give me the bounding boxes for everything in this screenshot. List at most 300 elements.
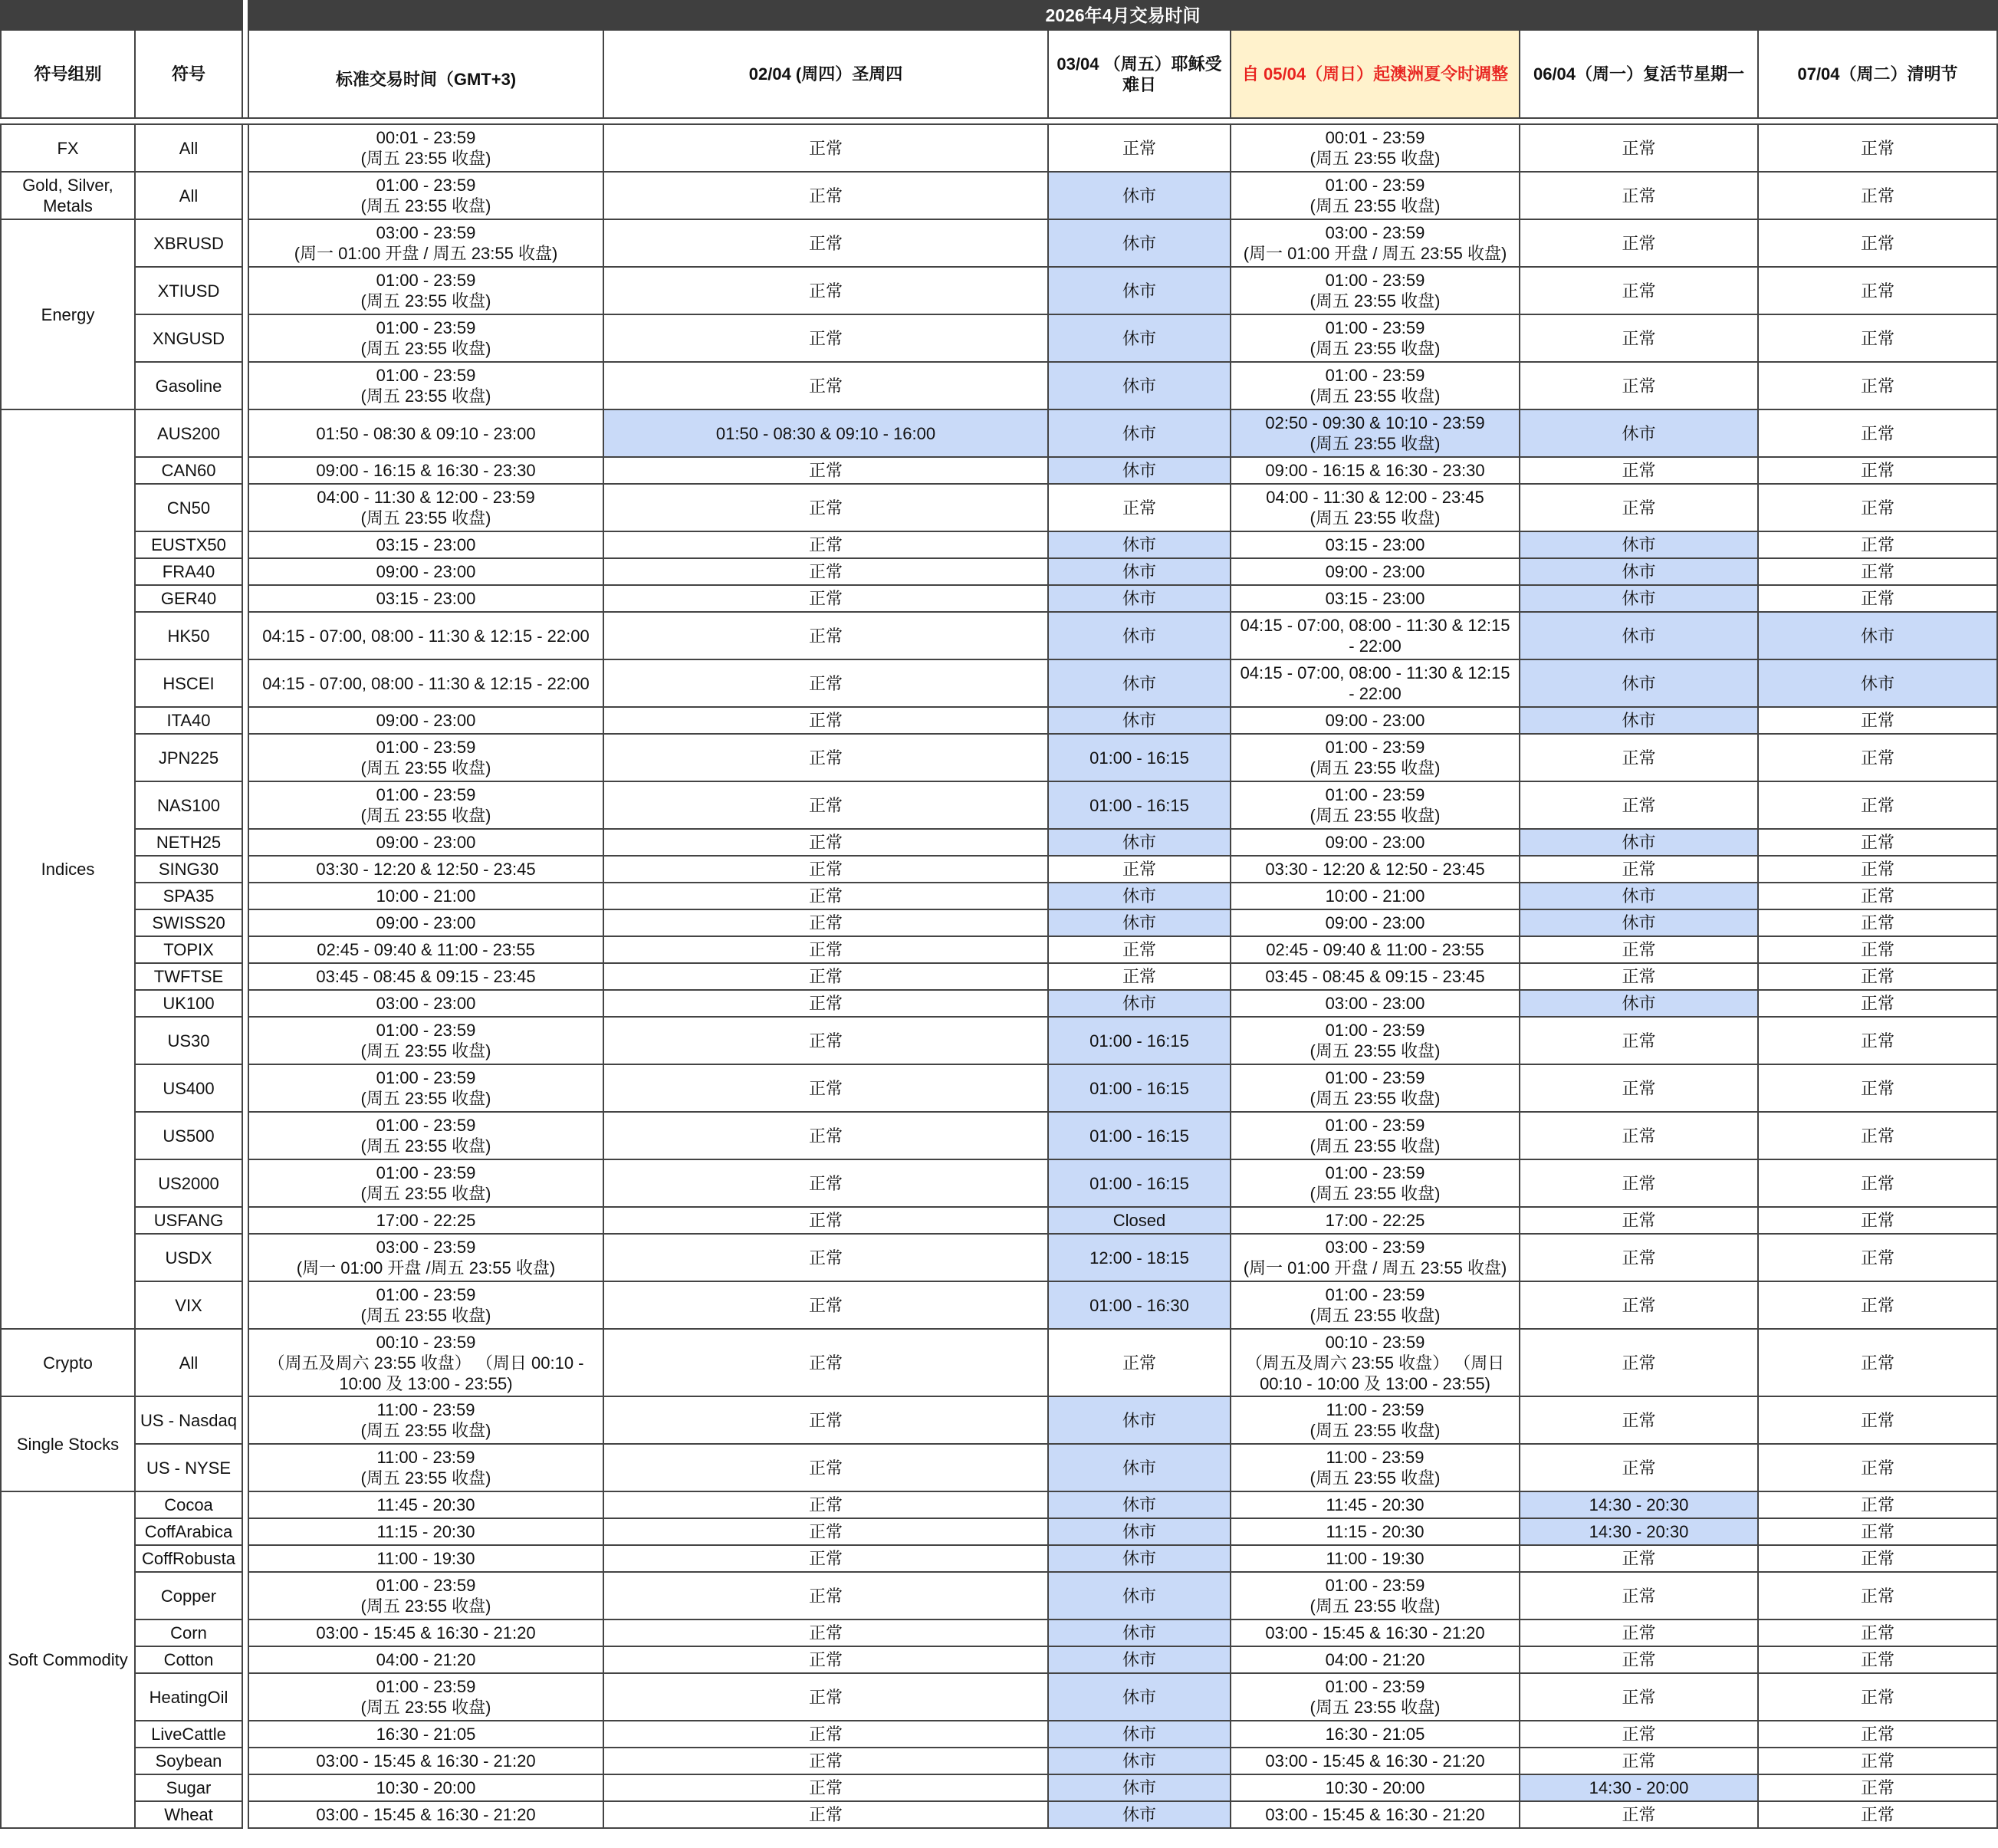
spacer-cell	[242, 457, 248, 484]
date-0504-cell: 09:00 - 23:00	[1231, 707, 1520, 734]
standard-hours-cell: 03:00 - 23:59 (周一 01:00 开盘 / 周五 23:55 收盘)	[248, 219, 603, 267]
date-0604-cell: 正常	[1520, 484, 1758, 531]
symbol-cell: Soybean	[135, 1748, 242, 1774]
symbol-cell: Cocoa	[135, 1491, 242, 1518]
symbol-cell: US30	[135, 1017, 242, 1064]
date-0604-cell: 正常	[1520, 1444, 1758, 1491]
standard-hours-cell: 11:00 - 23:59 (周五 23:55 收盘)	[248, 1444, 603, 1491]
symbol-cell: SING30	[135, 856, 242, 883]
date-0204-cell: 正常	[603, 1444, 1048, 1491]
date-0204-cell: 正常	[603, 990, 1048, 1017]
date-0604-cell: 正常	[1520, 457, 1758, 484]
symbol-cell: HK50	[135, 612, 242, 659]
date-0704-cell: 正常	[1758, 1017, 1997, 1064]
spacer-cell	[242, 219, 248, 267]
spacer-cell	[242, 1673, 248, 1721]
date-0504-cell: 09:00 - 23:00	[1231, 558, 1520, 585]
standard-hours-cell: 11:00 - 23:59 (周五 23:55 收盘)	[248, 1396, 603, 1444]
date-0304-cell: 休市	[1048, 219, 1231, 267]
date-0604-cell: 正常	[1520, 856, 1758, 883]
date-0304-cell: 休市	[1048, 314, 1231, 362]
date-0704-cell: 正常	[1758, 1112, 1997, 1159]
date-0204-cell: 正常	[603, 1234, 1048, 1281]
spacer-cell	[242, 267, 248, 314]
spacer-cell	[242, 1801, 248, 1828]
corner-cell	[1, 1, 242, 30]
spacer-cell	[242, 1329, 248, 1396]
date-0304-cell: 休市	[1048, 909, 1231, 936]
date-0604-cell: 正常	[1520, 1619, 1758, 1646]
group-name-cell: Single Stocks	[1, 1396, 135, 1491]
date-0704-cell: 正常	[1758, 829, 1997, 856]
date-0304-cell: 正常	[1048, 124, 1231, 172]
symbol-cell: All	[135, 124, 242, 172]
standard-hours-cell: 09:00 - 16:15 & 16:30 - 23:30	[248, 457, 603, 484]
header-row	[1, 30, 1997, 118]
date-0704-cell: 正常	[1758, 219, 1997, 267]
date-0504-cell: 11:00 - 23:59 (周五 23:55 收盘)	[1231, 1444, 1520, 1491]
date-0604-cell: 休市	[1520, 829, 1758, 856]
standard-hours-cell: 01:50 - 08:30 & 09:10 - 23:00	[248, 409, 603, 457]
table-row	[1, 1801, 1997, 1828]
date-0204-cell: 正常	[603, 172, 1048, 219]
date-0304-cell: 休市	[1048, 362, 1231, 409]
date-0704-cell: 正常	[1758, 707, 1997, 734]
date-0704-cell: 正常	[1758, 1748, 1997, 1774]
date-0604-cell: 正常	[1520, 172, 1758, 219]
standard-hours-cell: 03:15 - 23:00	[248, 531, 603, 558]
date-0704-cell: 正常	[1758, 1396, 1997, 1444]
symbol-cell: AUS200	[135, 409, 242, 457]
banner-row	[1, 1, 1997, 30]
symbol-cell: Wheat	[135, 1801, 242, 1828]
date-0704-cell: 休市	[1758, 612, 1997, 659]
date-0704-cell: 正常	[1758, 1801, 1997, 1828]
standard-hours-cell: 11:15 - 20:30	[248, 1518, 603, 1545]
standard-hours-cell: 01:00 - 23:59 (周五 23:55 收盘)	[248, 781, 603, 829]
standard-hours-cell: 09:00 - 23:00	[248, 829, 603, 856]
date-0604-cell: 正常	[1520, 267, 1758, 314]
date-0304-cell: 休市	[1048, 1518, 1231, 1545]
date-0604-cell: 正常	[1520, 781, 1758, 829]
standard-hours-cell: 01:00 - 23:59 (周五 23:55 收盘)	[248, 1017, 603, 1064]
standard-hours-cell: 03:00 - 15:45 & 16:30 - 21:20	[248, 1619, 603, 1646]
date-0204-cell: 正常	[603, 314, 1048, 362]
date-0704-cell: 正常	[1758, 1572, 1997, 1619]
date-0604-cell: 休市	[1520, 585, 1758, 612]
spacer-cell	[242, 1207, 248, 1234]
table-row	[1, 314, 1997, 362]
date-0704-cell: 正常	[1758, 781, 1997, 829]
date-0504-cell: 00:10 - 23:59 （周五及周六 23:55 收盘） （周日 00:10 - 10:00 及 13:00 - 23:55)	[1231, 1329, 1520, 1396]
date-0504-cell: 03:00 - 23:59 (周一 01:00 开盘 / 周五 23:55 收盘)	[1231, 219, 1520, 267]
date-0704-cell: 正常	[1758, 558, 1997, 585]
symbol-cell: SPA35	[135, 883, 242, 909]
spacer-cell	[242, 1748, 248, 1774]
spacer-cell	[242, 124, 248, 172]
spacer-cell	[242, 883, 248, 909]
spacer-cell	[242, 314, 248, 362]
date-0504-cell: 10:00 - 21:00	[1231, 883, 1520, 909]
standard-hours-cell: 00:10 - 23:59 （周五及周六 23:55 收盘） （周日 00:10 - 10:00 及 13:00 - 23:55)	[248, 1329, 603, 1396]
standard-hours-cell: 01:00 - 23:59 (周五 23:55 收盘)	[248, 172, 603, 219]
header-standard-hours: 标准交易时间（GMT+3)	[248, 30, 603, 118]
date-0304-cell: 休市	[1048, 1444, 1231, 1491]
header-date-0704: 07/04（周二）清明节	[1758, 30, 1997, 118]
standard-hours-cell: 01:00 - 23:59 (周五 23:55 收盘)	[248, 734, 603, 781]
date-0704-cell: 正常	[1758, 1774, 1997, 1801]
header-date-0304: 03/04 （周五）耶稣受难日	[1048, 30, 1231, 118]
spacer-cell	[242, 909, 248, 936]
group-name-cell: Gold, Silver, Metals	[1, 172, 135, 219]
table-row	[1, 1017, 1997, 1064]
group-name-cell: Indices	[1, 409, 135, 1329]
standard-hours-cell: 03:00 - 15:45 & 16:30 - 21:20	[248, 1748, 603, 1774]
date-0504-cell: 09:00 - 23:00	[1231, 829, 1520, 856]
date-0504-cell: 03:00 - 15:45 & 16:30 - 21:20	[1231, 1801, 1520, 1828]
spacer-cell	[242, 659, 248, 707]
date-0204-cell: 正常	[603, 1619, 1048, 1646]
date-0204-cell: 正常	[603, 1673, 1048, 1721]
date-0504-cell: 01:00 - 23:59 (周五 23:55 收盘)	[1231, 781, 1520, 829]
symbol-cell: All	[135, 1329, 242, 1396]
date-0604-cell: 正常	[1520, 124, 1758, 172]
symbol-cell: FRA40	[135, 558, 242, 585]
spacer-cell	[242, 1396, 248, 1444]
date-0604-cell: 休市	[1520, 612, 1758, 659]
date-0304-cell: 01:00 - 16:15	[1048, 1064, 1231, 1112]
date-0304-cell: 休市	[1048, 829, 1231, 856]
date-0704-cell: 正常	[1758, 314, 1997, 362]
date-0504-cell: 04:15 - 07:00, 08:00 - 11:30 & 12:15 - 22:00	[1231, 659, 1520, 707]
spacer-cell	[242, 531, 248, 558]
standard-hours-cell: 16:30 - 21:05	[248, 1721, 603, 1748]
spacer-cell	[242, 1, 248, 30]
date-0704-cell: 休市	[1758, 659, 1997, 707]
date-0504-cell: 01:00 - 23:59 (周五 23:55 收盘)	[1231, 734, 1520, 781]
table-row	[1, 1329, 1997, 1396]
date-0204-cell: 正常	[603, 558, 1048, 585]
date-0504-cell: 01:00 - 23:59 (周五 23:55 收盘)	[1231, 1673, 1520, 1721]
symbol-cell: Cotton	[135, 1646, 242, 1673]
date-0604-cell: 正常	[1520, 314, 1758, 362]
table-row	[1, 585, 1997, 612]
spacer-cell	[242, 1572, 248, 1619]
table-row	[1, 883, 1997, 909]
date-0604-cell: 正常	[1520, 1207, 1758, 1234]
table-row	[1, 457, 1997, 484]
standard-hours-cell: 01:00 - 23:59 (周五 23:55 收盘)	[248, 1572, 603, 1619]
spacer-cell	[242, 1281, 248, 1329]
standard-hours-cell: 10:00 - 21:00	[248, 883, 603, 909]
date-0304-cell: 休市	[1048, 558, 1231, 585]
date-0204-cell: 正常	[603, 963, 1048, 990]
date-0504-cell: 04:00 - 11:30 & 12:00 - 23:45 (周五 23:55 收盘)	[1231, 484, 1520, 531]
symbol-cell: CN50	[135, 484, 242, 531]
standard-hours-cell: 01:00 - 23:59 (周五 23:55 收盘)	[248, 267, 603, 314]
date-0704-cell: 正常	[1758, 1646, 1997, 1673]
standard-hours-cell: 01:00 - 23:59 (周五 23:55 收盘)	[248, 1673, 603, 1721]
symbol-cell: TWFTSE	[135, 963, 242, 990]
date-0304-cell: 01:00 - 16:15	[1048, 1159, 1231, 1207]
date-0304-cell: 休市	[1048, 1673, 1231, 1721]
symbol-cell: CoffRobusta	[135, 1545, 242, 1572]
table-row	[1, 707, 1997, 734]
date-0204-cell: 正常	[603, 856, 1048, 883]
date-0704-cell: 正常	[1758, 124, 1997, 172]
symbol-cell: ITA40	[135, 707, 242, 734]
standard-hours-cell: 01:00 - 23:59 (周五 23:55 收盘)	[248, 1064, 603, 1112]
table-row	[1, 1545, 1997, 1572]
date-0704-cell: 正常	[1758, 1444, 1997, 1491]
spacer-cell	[242, 734, 248, 781]
date-0204-cell: 正常	[603, 124, 1048, 172]
date-0204-cell: 正常	[603, 1207, 1048, 1234]
date-0504-cell: 03:45 - 08:45 & 09:15 - 23:45	[1231, 963, 1520, 990]
spacer-cell	[242, 1646, 248, 1673]
date-0704-cell: 正常	[1758, 267, 1997, 314]
symbol-cell: EUSTX50	[135, 531, 242, 558]
date-0704-cell: 正常	[1758, 1281, 1997, 1329]
date-0704-cell: 正常	[1758, 1518, 1997, 1545]
date-0704-cell: 正常	[1758, 1721, 1997, 1748]
date-0304-cell: 休市	[1048, 531, 1231, 558]
date-0504-cell: 04:00 - 21:20	[1231, 1646, 1520, 1673]
date-0504-cell: 16:30 - 21:05	[1231, 1721, 1520, 1748]
date-0204-cell: 正常	[603, 781, 1048, 829]
symbol-cell: UK100	[135, 990, 242, 1017]
date-0204-cell: 正常	[603, 1572, 1048, 1619]
date-0204-cell: 正常	[603, 1329, 1048, 1396]
date-0204-cell: 正常	[603, 1112, 1048, 1159]
symbol-cell: XNGUSD	[135, 314, 242, 362]
table-row	[1, 909, 1997, 936]
symbol-cell: GER40	[135, 585, 242, 612]
standard-hours-cell: 09:00 - 23:00	[248, 707, 603, 734]
table-row	[1, 1774, 1997, 1801]
date-0504-cell: 01:00 - 23:59 (周五 23:55 收盘)	[1231, 1064, 1520, 1112]
standard-hours-cell: 10:30 - 20:00	[248, 1774, 603, 1801]
date-0704-cell: 正常	[1758, 1064, 1997, 1112]
date-0604-cell: 正常	[1520, 1064, 1758, 1112]
date-0204-cell: 正常	[603, 219, 1048, 267]
date-0604-cell: 正常	[1520, 1572, 1758, 1619]
date-0304-cell: 休市	[1048, 1491, 1231, 1518]
date-0204-cell: 正常	[603, 1518, 1048, 1545]
date-0504-cell: 03:15 - 23:00	[1231, 585, 1520, 612]
table-row	[1, 409, 1997, 457]
date-0204-cell: 正常	[603, 829, 1048, 856]
table-row	[1, 1491, 1997, 1518]
table-row	[1, 1112, 1997, 1159]
date-0504-cell: 03:00 - 23:59 (周一 01:00 开盘 / 周五 23:55 收盘)	[1231, 1234, 1520, 1281]
date-0704-cell: 正常	[1758, 585, 1997, 612]
standard-hours-cell: 09:00 - 23:00	[248, 558, 603, 585]
spacer-cell	[242, 1444, 248, 1491]
date-0304-cell: 休市	[1048, 172, 1231, 219]
symbol-cell: Copper	[135, 1572, 242, 1619]
date-0604-cell: 正常	[1520, 1646, 1758, 1673]
table-row	[1, 963, 1997, 990]
table-row	[1, 1721, 1997, 1748]
standard-hours-cell: 01:00 - 23:59 (周五 23:55 收盘)	[248, 314, 603, 362]
date-0304-cell: 休市	[1048, 1774, 1231, 1801]
group-name-cell: Energy	[1, 219, 135, 409]
table-row	[1, 1234, 1997, 1281]
date-0304-cell: 休市	[1048, 707, 1231, 734]
standard-hours-cell: 01:00 - 23:59 (周五 23:55 收盘)	[248, 1159, 603, 1207]
group-name-cell: FX	[1, 124, 135, 172]
date-0604-cell: 正常	[1520, 1801, 1758, 1828]
symbol-cell: VIX	[135, 1281, 242, 1329]
date-0604-cell: 14:30 - 20:30	[1520, 1518, 1758, 1545]
table-row	[1, 1748, 1997, 1774]
date-0304-cell: 休市	[1048, 883, 1231, 909]
symbol-cell: All	[135, 172, 242, 219]
date-0704-cell: 正常	[1758, 936, 1997, 963]
date-0604-cell: 正常	[1520, 1545, 1758, 1572]
date-0704-cell: 正常	[1758, 1619, 1997, 1646]
date-0704-cell: 正常	[1758, 1234, 1997, 1281]
table-row	[1, 829, 1997, 856]
date-0604-cell: 正常	[1520, 1017, 1758, 1064]
date-0604-cell: 正常	[1520, 936, 1758, 963]
date-0304-cell: 休市	[1048, 990, 1231, 1017]
spacer-cell	[242, 936, 248, 963]
date-0304-cell: 休市	[1048, 1572, 1231, 1619]
date-0604-cell: 正常	[1520, 1721, 1758, 1748]
date-0604-cell: 休市	[1520, 909, 1758, 936]
date-0504-cell: 11:15 - 20:30	[1231, 1518, 1520, 1545]
symbol-cell: US500	[135, 1112, 242, 1159]
date-0604-cell: 正常	[1520, 362, 1758, 409]
date-0704-cell: 正常	[1758, 457, 1997, 484]
table-row	[1, 612, 1997, 659]
date-0504-cell: 01:00 - 23:59 (周五 23:55 收盘)	[1231, 1572, 1520, 1619]
spacer-cell	[242, 1017, 248, 1064]
spacer-cell	[242, 1619, 248, 1646]
table-row	[1, 936, 1997, 963]
standard-hours-cell: 04:00 - 11:30 & 12:00 - 23:59 (周五 23:55 收盘)	[248, 484, 603, 531]
date-0704-cell: 正常	[1758, 909, 1997, 936]
date-0604-cell: 休市	[1520, 659, 1758, 707]
date-0204-cell: 正常	[603, 1646, 1048, 1673]
header-gap	[1, 118, 1997, 124]
symbol-cell: SWISS20	[135, 909, 242, 936]
standard-hours-cell: 01:00 - 23:59 (周五 23:55 收盘)	[248, 1281, 603, 1329]
date-0704-cell: 正常	[1758, 1673, 1997, 1721]
symbol-cell: USDX	[135, 1234, 242, 1281]
date-0304-cell: 正常	[1048, 856, 1231, 883]
standard-hours-cell: 03:45 - 08:45 & 09:15 - 23:45	[248, 963, 603, 990]
header-group: 符号组别	[1, 30, 135, 118]
date-0204-cell: 正常	[603, 1774, 1048, 1801]
table-row	[1, 1159, 1997, 1207]
date-0504-cell: 01:00 - 23:59 (周五 23:55 收盘)	[1231, 1159, 1520, 1207]
date-0704-cell: 正常	[1758, 734, 1997, 781]
date-0504-cell: 01:00 - 23:59 (周五 23:55 收盘)	[1231, 1281, 1520, 1329]
table-row	[1, 219, 1997, 267]
date-0204-cell: 正常	[603, 457, 1048, 484]
spacer-cell	[242, 30, 248, 118]
date-0604-cell: 正常	[1520, 1281, 1758, 1329]
date-0604-cell: 休市	[1520, 531, 1758, 558]
date-0504-cell: 11:00 - 23:59 (周五 23:55 收盘)	[1231, 1396, 1520, 1444]
date-0504-cell: 03:30 - 12:20 & 12:50 - 23:45	[1231, 856, 1520, 883]
table-row	[1, 1673, 1997, 1721]
table-body	[1, 1, 1997, 1828]
date-0604-cell: 正常	[1520, 219, 1758, 267]
table-row	[1, 1444, 1997, 1491]
date-0304-cell: 正常	[1048, 963, 1231, 990]
date-0304-cell: 休市	[1048, 1748, 1231, 1774]
standard-hours-cell: 02:45 - 09:40 & 11:00 - 23:55	[248, 936, 603, 963]
spacer-cell	[242, 484, 248, 531]
date-0204-cell: 正常	[603, 1491, 1048, 1518]
spacer-cell	[242, 990, 248, 1017]
standard-hours-cell: 11:45 - 20:30	[248, 1491, 603, 1518]
date-0204-cell: 正常	[603, 1281, 1048, 1329]
date-0704-cell: 正常	[1758, 484, 1997, 531]
date-0304-cell: 休市	[1048, 1721, 1231, 1748]
date-0604-cell: 休市	[1520, 883, 1758, 909]
date-0604-cell: 休市	[1520, 558, 1758, 585]
date-0204-cell: 正常	[603, 1396, 1048, 1444]
table-row	[1, 856, 1997, 883]
spacer-cell	[242, 1545, 248, 1572]
date-0304-cell: 01:00 - 16:15	[1048, 781, 1231, 829]
standard-hours-cell: 09:00 - 23:00	[248, 909, 603, 936]
symbol-cell: US - Nasdaq	[135, 1396, 242, 1444]
date-0204-cell: 正常	[603, 1064, 1048, 1112]
date-0204-cell: 正常	[603, 267, 1048, 314]
date-0504-cell: 09:00 - 23:00	[1231, 909, 1520, 936]
symbol-cell: XBRUSD	[135, 219, 242, 267]
spacer-cell	[242, 781, 248, 829]
spacer-cell	[242, 1159, 248, 1207]
date-0704-cell: 正常	[1758, 409, 1997, 457]
date-0304-cell: 休市	[1048, 1619, 1231, 1646]
date-0504-cell: 09:00 - 16:15 & 16:30 - 23:30	[1231, 457, 1520, 484]
standard-hours-cell: 17:00 - 22:25	[248, 1207, 603, 1234]
spacer-cell	[242, 829, 248, 856]
date-0204-cell: 正常	[603, 1801, 1048, 1828]
header-date-0604: 06/04（周一）复活节星期一	[1520, 30, 1758, 118]
date-0504-cell: 03:00 - 23:00	[1231, 990, 1520, 1017]
spacer-cell	[242, 612, 248, 659]
date-0504-cell: 17:00 - 22:25	[1231, 1207, 1520, 1234]
date-0204-cell: 正常	[603, 1545, 1048, 1572]
symbol-cell: NAS100	[135, 781, 242, 829]
date-0304-cell: 休市	[1048, 1646, 1231, 1673]
date-0604-cell: 正常	[1520, 1396, 1758, 1444]
spacer-cell	[242, 558, 248, 585]
date-0504-cell: 03:15 - 23:00	[1231, 531, 1520, 558]
month-banner: 2026年4月交易时间	[248, 1, 1997, 30]
date-0504-cell: 01:00 - 23:59 (周五 23:55 收盘)	[1231, 267, 1520, 314]
table-row	[1, 1572, 1997, 1619]
date-0604-cell: 休市	[1520, 990, 1758, 1017]
spacer-cell	[242, 409, 248, 457]
date-0704-cell: 正常	[1758, 1159, 1997, 1207]
spacer-cell	[242, 1112, 248, 1159]
standard-hours-cell: 11:00 - 19:30	[248, 1545, 603, 1572]
date-0304-cell: 休市	[1048, 409, 1231, 457]
spacer-cell	[242, 963, 248, 990]
date-0504-cell: 02:45 - 09:40 & 11:00 - 23:55	[1231, 936, 1520, 963]
date-0504-cell: 11:00 - 19:30	[1231, 1545, 1520, 1572]
table-row	[1, 734, 1997, 781]
